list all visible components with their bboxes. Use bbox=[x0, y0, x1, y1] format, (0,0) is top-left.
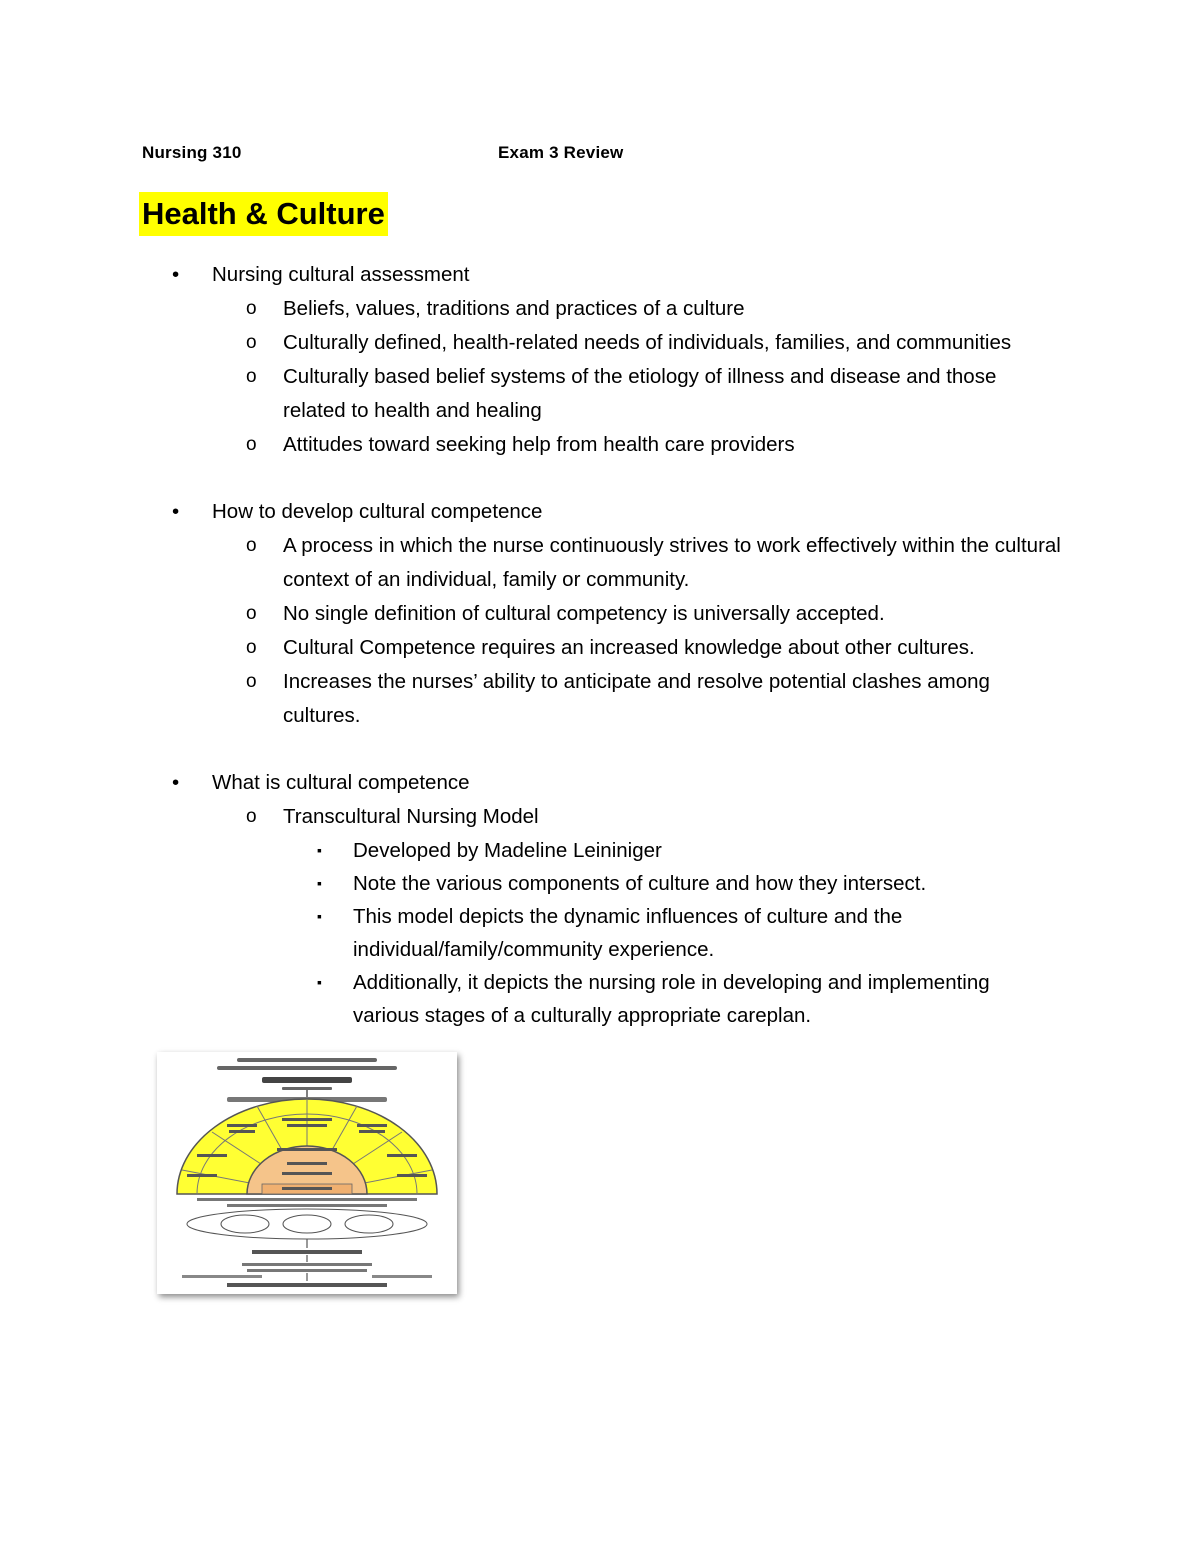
list-item bbox=[0, 867, 1200, 900]
list-item-text: Culturally based belief systems of the etiology of illness and disease and those related to health and healing bbox=[283, 365, 997, 422]
bullet-dot-icon: • bbox=[172, 500, 180, 523]
list-item-text: Increases the nurses’ ability to anticipate and resolve potential clashes among cultures. bbox=[283, 670, 990, 727]
sub-list bbox=[0, 292, 1200, 462]
bullet-circle-icon: o bbox=[246, 535, 257, 556]
list-item bbox=[0, 292, 1200, 326]
bullet-item bbox=[0, 495, 1200, 733]
bullet-circle-icon: o bbox=[246, 603, 257, 624]
list-item bbox=[0, 428, 1200, 462]
list-item bbox=[0, 966, 1200, 1032]
list-item bbox=[0, 900, 1200, 966]
bullet-item bbox=[0, 766, 1200, 1032]
bullet-square-icon: ▪ bbox=[317, 908, 322, 924]
list-item-text: A process in which the nurse continuously strives to work effectively within the cultural context of an individual, family or community. bbox=[283, 534, 1061, 591]
list-item-text: Developed by Madeline Leininiger bbox=[353, 839, 662, 862]
sub-list bbox=[0, 800, 1200, 1032]
list-item bbox=[0, 326, 1200, 360]
bullet-circle-icon: o bbox=[246, 671, 257, 692]
list-item bbox=[0, 529, 1200, 597]
course-name: Nursing 310 bbox=[142, 143, 242, 162]
list-item-text: Cultural Competence requires an increased knowledge about other cultures. bbox=[283, 636, 975, 659]
bullet-text: How to develop cultural competence bbox=[212, 500, 543, 523]
list-item bbox=[0, 800, 1200, 1032]
bullet-circle-icon: o bbox=[246, 298, 257, 319]
sub-list bbox=[0, 529, 1200, 733]
exam-name: Exam 3 Review bbox=[498, 143, 624, 162]
sunrise-model-diagram bbox=[157, 1052, 457, 1294]
list-item bbox=[0, 834, 1200, 867]
list-item-text: Culturally defined, health-related needs of individuals, families, and communities bbox=[283, 331, 1012, 354]
list-item-text: Additionally, it depicts the nursing role in developing and implementing various stages of a culturally appropriate careplan. bbox=[353, 971, 990, 1027]
bullet-circle-icon: o bbox=[246, 366, 257, 387]
list-item-text: Transcultural Nursing Model bbox=[283, 805, 539, 828]
bullet-text: What is cultural competence bbox=[212, 771, 470, 794]
bullet-circle-icon: o bbox=[246, 806, 257, 827]
bullet-circle-icon: o bbox=[246, 332, 257, 353]
bullet-circle-icon: o bbox=[246, 434, 257, 455]
list-item bbox=[0, 360, 1200, 428]
sub-sub-list bbox=[0, 834, 1200, 1032]
diagram-title-lines bbox=[217, 1058, 397, 1090]
list-item-text: This model depicts the dynamic influences of culture and the individual/family/community experience. bbox=[353, 905, 903, 961]
list-item-text: Attitudes toward seeking help from health care providers bbox=[283, 433, 795, 456]
bullet-square-icon: ▪ bbox=[317, 842, 322, 858]
bullet-square-icon: ▪ bbox=[317, 974, 322, 990]
bullet-circle-icon: o bbox=[246, 637, 257, 658]
bullet-dot-icon: • bbox=[172, 263, 180, 286]
sunrise-model-icon bbox=[157, 1052, 457, 1294]
section-title: Health & Culture bbox=[139, 192, 388, 236]
list-item bbox=[0, 665, 1200, 733]
list-item-text: Note the various components of culture and how they intersect. bbox=[353, 872, 927, 895]
bullet-text: Nursing cultural assessment bbox=[212, 263, 470, 286]
bullet-square-icon: ▪ bbox=[317, 875, 322, 891]
outline bbox=[0, 258, 1200, 1032]
bullet-item bbox=[0, 258, 1200, 462]
list-item-text: No single definition of cultural competency is universally accepted. bbox=[283, 602, 885, 625]
list-item bbox=[0, 631, 1200, 665]
bullet-dot-icon: • bbox=[172, 771, 180, 794]
list-item-text: Beliefs, values, traditions and practices of a culture bbox=[283, 297, 745, 320]
document-header bbox=[142, 143, 1042, 173]
list-item bbox=[0, 597, 1200, 631]
